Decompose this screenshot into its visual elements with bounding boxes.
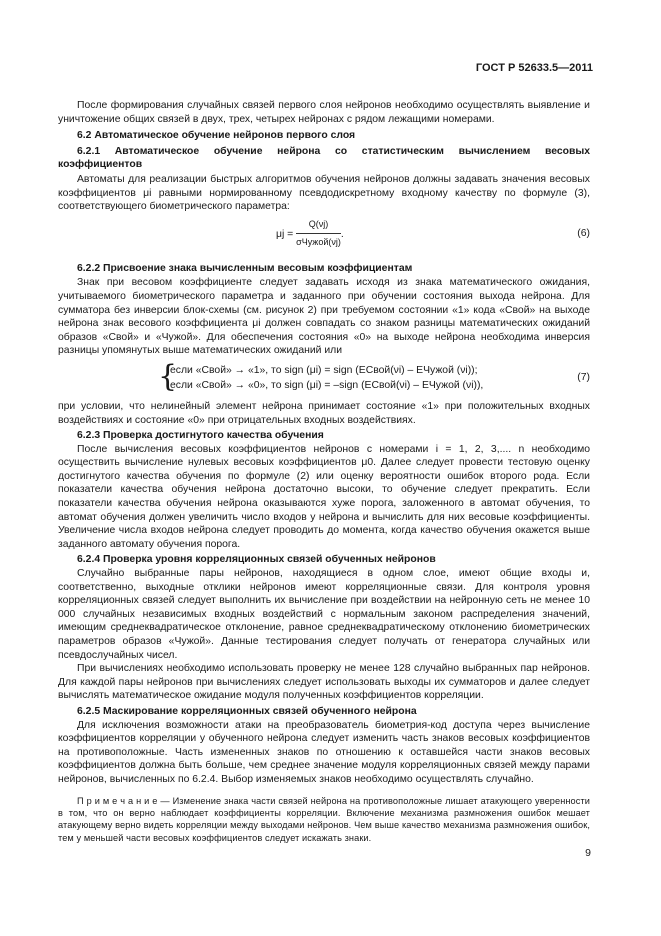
formula-6-number: (6) [577,227,590,239]
heading-6-2: 6.2 Автоматическое обучение нейронов первого слоя [77,130,356,142]
paragraph-6-2-5: Для исключения возможности атаки на преобразователь биометрия-код доступа через вычисление коэффициентов корреляции у обученного нейрона следует изменить часть знаков весовых коэффициентов на противоположные. Часть измененных знаков по отношению к оставшейся части знаков весовых коэффициентов должна быть больше, чем среднее значение модуля корреляционных связей между парами нейронов, вычисленных по 6.2.4. Выбор изменяемых знаков необходимо осуществлять случайно. [58,719,590,785]
paragraph-intro: После формирования случайных связей первого слоя нейронов необходимо осуществлять выявление и уничтожение общих связей в двух, трех, четырех нейронах с рядом лежащими номерами. [58,100,590,125]
standard-header: ГОСТ Р 52633.5—2011 [475,62,593,74]
page-number: 9 [585,847,591,859]
formula-7 [58,358,590,396]
heading-6-2-1: 6.2.1 Автоматическое обучение нейрона со статистическим вычислением весовых коэффициентов [58,145,590,171]
paragraph-6-2-4: Случайно выбранные пары нейронов, находящиеся в одном слое, имеют общие входы и, соответственно, выходные отклики нейронов имеют корреляционные связи. Для контроля уровня корреляционных связей следует выполнить их вычисление при воздействии на нейронную сеть не менее 10 000 случайных независимых входных воздействий с нормальным законом распределения значений, имеющим среднеквадратическое отклонение, равное среднеквадратическому отклонению биометрических параметров образов «Чужой». Данные тестирования следует получать от генератора случайных или псевдослучайных чисел. [58,568,590,661]
note-label: П р и м е ч а н и е — [77,795,170,806]
paragraph-6-2-3: После вычисления весовых коэффициентов нейронов с номерами i = 1, 2, 3,.... n необходимо осуществить вычисление нулевых весовых коэффициентов μ0. Далее следует провести тестовую оценку достигнутого качества обучения по формуле (2) или оценку вероятности ошибок второго рода. Если показатели качества обучения нейрона достаточно высоки, то обучение следует прекратить. Если показатели качества обучения нейрона оказываются хуже порога, заложенного в автомат обучения, то автомат обучения должен увеличить число входов у нейрона и вычислить для них весовые коэффициенты. Увеличение числа входов нейрона следует проводить до момента, когда качество обучения окажется выше заданного автомату обучения порога. [58,443,590,550]
heading-6-2-2: 6.2.2 Присвоение знака вычисленным весовым коэффициентам [77,262,413,274]
formula-6-lhs: μj = [276,228,294,240]
formula-7-number: (7) [577,371,590,383]
paragraph-6-2-1: Автоматы для реализации быстрых алгоритмов обучения нейронов должны задавать значения весовых коэффициентов μi равными нормированному псевдодискретному входному качеству по формуле (3), соответствующего биометрического параметра: [58,173,590,213]
formula-6: μj = $\frac{Q(\nu j)}{\text{σЧужой(νj)}}$ . (6) [58,218,590,256]
paragraph-6-2-2: Знак при весовом коэффициенте следует задавать исходя из знака математического ожидания, учитываемого биометрического параметра и заданного при обучении состояния выхода нейрона. Для сумматора без инверсии блок-схемы (см. рисунок 2) при требуемом состоянии «1» кода «Свой» на выходе нейрона знак весового коэффициента μi должен совпадать со знаком разницы математических ожиданий образов «Свой» и «Чужой». Для обеспечения состояния «0» на выходе нейрона необходима инверсия разницы упомянутых выше математических ожиданий или [58,277,590,357]
paragraph-6-2-4-b: При вычислениях необходимо использовать проверку не менее 128 случайно выбранных пар нейронов. Для каждой пары нейронов при вычислениях следует использовать выходы их сумматоров и далее следует вычислять математическое ожидание модуля полученных коэффициентов корреляции. [58,663,590,702]
formula-6-denominator: σЧужой(νj) [296,237,341,248]
heading-6-2-5: 6.2.5 Маскирование корреляционных связей обученного нейрона [77,705,417,717]
brace-symbol: { [158,358,178,394]
formula-6-numerator: Q(νj) [296,218,341,235]
heading-6-2-4: 6.2.4 Проверка уровня корреляционных связей обученных нейронов [77,554,436,566]
heading-6-2-3: 6.2.3 Проверка достигнутого качества обучения [77,430,324,442]
document-body [58,99,590,844]
note-block [58,795,590,845]
note-text: Изменение знака части связей нейрона на противоположные лишает атакующего уверенности в том, что он верно наблюдает коэффициенты корреляции. Включение механизма размножения ошибок мешает атакующему верно видеть корреляции между выходами нейронов. Чем выше качество механизма размножения ошибок, тем у меньшей части весовых коэффициентов следует искажать знаки. [58,795,590,843]
paragraph-6-2-2-cont: при условии, что нелинейный элемент нейрона принимает состояние «1» при положительных входных воздействиях и состояние «0» при отрицательных входных воздействиях. [58,400,590,426]
formula-7-line-2: если «Свой» → «0», то sign (μi) = –sign (EСвой(νi) – EЧужой (νi)), [170,379,484,391]
formula-7-line-1: если «Свой» → «1», то sign (μi) = sign (EСвой(νi) – EЧужой (νi)); [170,364,478,376]
